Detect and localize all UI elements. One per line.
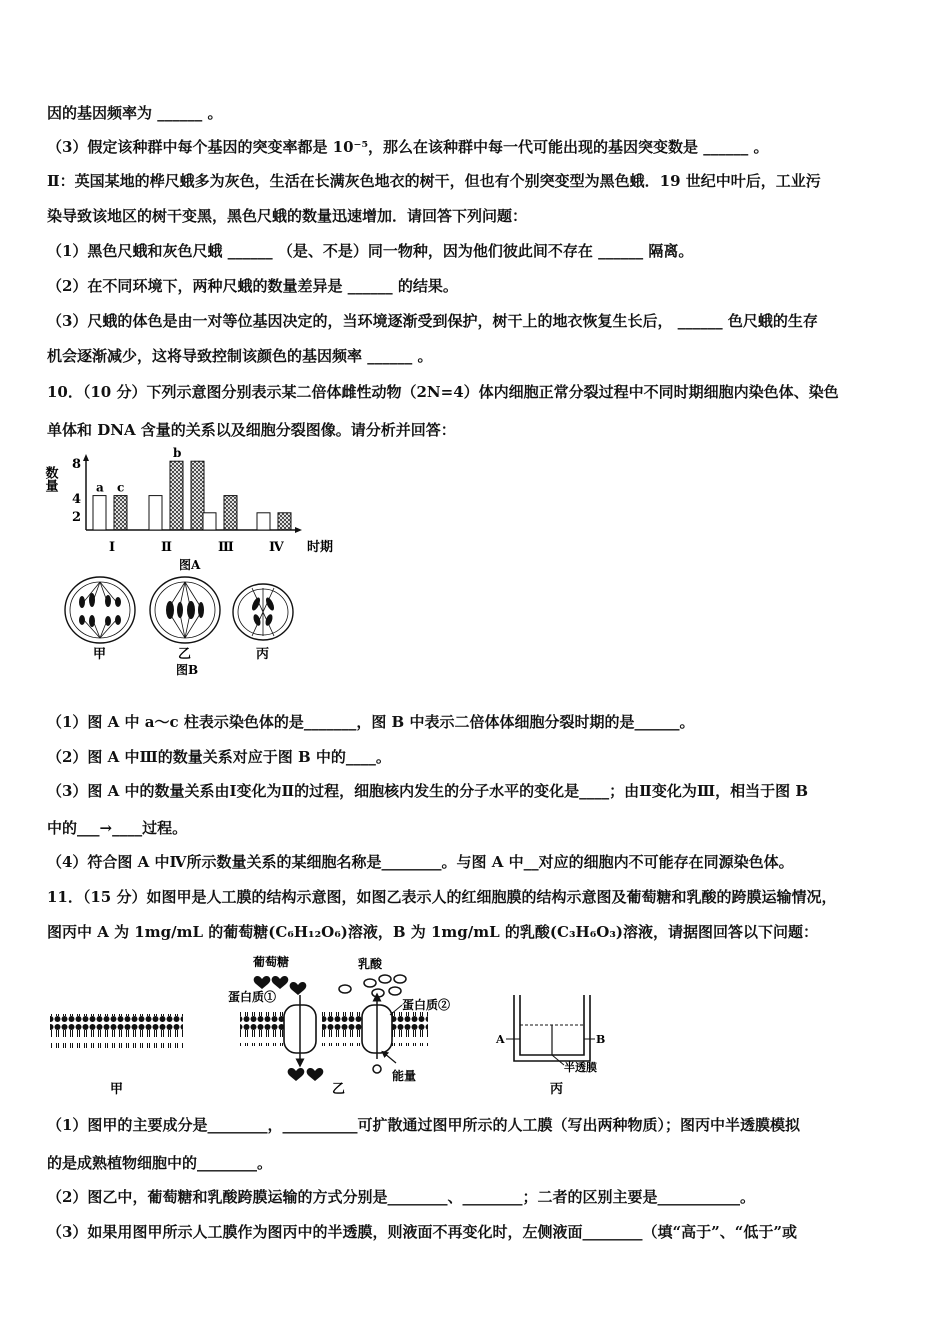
bar-a-4 [257, 513, 270, 530]
lactate-molecules [339, 975, 406, 997]
text-line: 单体和 DNA 含量的关系以及细胞分裂图像。请分析并回答： [47, 421, 456, 439]
text-line: 因的基因频率为 ______ 。 [47, 104, 223, 122]
label-B: B [596, 1033, 606, 1046]
bar-c-2 [191, 461, 204, 530]
label-jia: 甲 [110, 1082, 124, 1097]
text-line: （4）符合图 A 中Ⅳ所示数量关系的某细胞名称是________。与图 A 中__对应的细胞内不可能存在同源染色体。 [47, 853, 794, 871]
y-tick-4: 4 [72, 492, 82, 507]
protein-2-label: 蛋白质② [402, 998, 451, 1012]
x-axis-arrow [295, 527, 302, 533]
y-axis-arrow [83, 454, 89, 461]
series-label-c: c [117, 480, 125, 495]
category-label: Ⅲ [218, 540, 234, 555]
figure-b-caption: 图B [176, 663, 199, 677]
figure-b-cells [60, 570, 310, 680]
bar-c-1 [114, 496, 127, 530]
text-line: （2）在不同环境下，两种尺蛾的数量差异是 ______ 的结果。 [47, 277, 458, 295]
text-line: Ⅱ：英国某地的桦尺蛾多为灰色，生活在长满灰色地衣的树干，但也有个别突变型为黑色蛾．19 世纪中叶后，工业污 [47, 172, 821, 190]
category-label: Ⅳ [269, 540, 284, 555]
y-tick-8: 8 [72, 457, 82, 472]
protein-1-label: 蛋白质① [228, 990, 277, 1004]
category-label: Ⅰ [109, 540, 116, 555]
text-line: 图丙中 A 为 1mg/mL 的葡萄糖(C₆H₁₂O₆)溶液，B 为 1mg/mL 的乳酸(C₃H₆O₃)溶液，请据图回答以下问题： [47, 923, 818, 941]
text-line: 的是成熟植物细胞中的________。 [47, 1154, 273, 1172]
figure-a-chart [42, 446, 365, 574]
text-line: （1）图甲的主要成分是________，__________可扩散通过图甲所示的人工膜（写出两种物质）；图丙中半透膜模拟 [47, 1116, 800, 1134]
bar-c-3 [224, 496, 237, 530]
question-10: 10．（10 分）下列示意图分别表示某二倍体雌性动物（2N=4）体内细胞正常分裂过程中不同时期细胞内染色体、染色 [47, 383, 839, 401]
series-label-a: a [96, 480, 104, 495]
label-A: A [496, 1033, 505, 1046]
text-line: 中的___→____过程。 [47, 819, 188, 837]
figure-a-caption: 图A [179, 558, 201, 572]
cell-label-jia: 甲 [93, 647, 107, 662]
figure-membranes [40, 955, 640, 1100]
text-line: （1）黑色尺蛾和灰色尺蛾 ______ （是、不是）同一物种，因为他们彼此间不存在 ______ 隔离。 [47, 242, 694, 260]
series-label-b: b [173, 446, 182, 461]
question-11: 11．（15 分）如图甲是人工膜的结构示意图，如图乙表示人的红细胞膜的结构示意图及葡萄糖和乳酸的跨膜运输情况， [47, 888, 837, 906]
cell-bing [233, 584, 293, 640]
rbc-membrane-right [388, 1012, 428, 1046]
text-line: （3）假定该种群中每个基因的突变率都是 10⁻⁵，那么在该种群中每一代可能出现的基因突变数是 ______ 。 [47, 138, 769, 156]
cell-jia [65, 577, 135, 643]
text-line: （1）图 A 中 a～c 柱表示染色体的是_______，图 B 中表示二倍体体细胞分裂时期的是______。 [47, 713, 695, 731]
artificial-membrane [50, 1014, 183, 1048]
glucose-label: 葡萄糖 [253, 955, 290, 969]
semipermeable-membrane-label: 半透膜 [564, 1061, 597, 1074]
text-line: （3）尺蛾的体色是由一对等位基因决定的，当环境逐渐受到保护，树干上的地衣恢复生长后， ______ 色尺蛾的生存 [47, 312, 818, 330]
cell-label-bing: 丙 [256, 647, 270, 662]
label-bing: 丙 [550, 1082, 564, 1097]
text-line: （2）图乙中，葡萄糖和乳酸跨膜运输的方式分别是________、________；二者的区别主要是___________。 [47, 1188, 755, 1206]
lactate-label: 乳酸 [358, 957, 383, 971]
bar-a-1 [93, 496, 106, 530]
text-line: 机会逐渐减少，这将导致控制该颜色的基因频率 ______ 。 [47, 347, 433, 365]
cell-yi [150, 577, 220, 643]
y-axis-label: 数量 [42, 466, 58, 492]
text-line: 染导致该地区的树干变黑，黑色尺蛾的数量迅速增加．请回答下列问题： [47, 207, 528, 225]
text-line: （3）图 A 中的数量关系由Ⅰ变化为Ⅱ的过程，细胞核内发生的分子水平的变化是____；由Ⅱ变化为Ⅲ，相当于图 B [47, 782, 808, 800]
y-tick-2: 2 [72, 510, 82, 525]
bar-a-2 [149, 496, 162, 530]
bar-c-4 [278, 513, 291, 530]
bar-b-2 [170, 461, 183, 530]
text-line: （2）图 A 中Ⅲ的数量关系对应于图 B 中的____。 [47, 748, 391, 766]
bar-a-3 [203, 513, 216, 530]
x-axis-label: 时期 [307, 540, 334, 555]
label-yi: 乙 [332, 1082, 346, 1097]
category-label: Ⅱ [161, 540, 172, 555]
energy-label: 能量 [392, 1069, 417, 1083]
rbc-membrane-mid [322, 1012, 366, 1046]
text-line: （3）如果用图甲所示人工膜作为图丙中的半透膜，则液面不再变化时，左侧液面________（填“高于”、“低于”或 [47, 1223, 797, 1241]
cell-label-yi: 乙 [178, 647, 192, 662]
